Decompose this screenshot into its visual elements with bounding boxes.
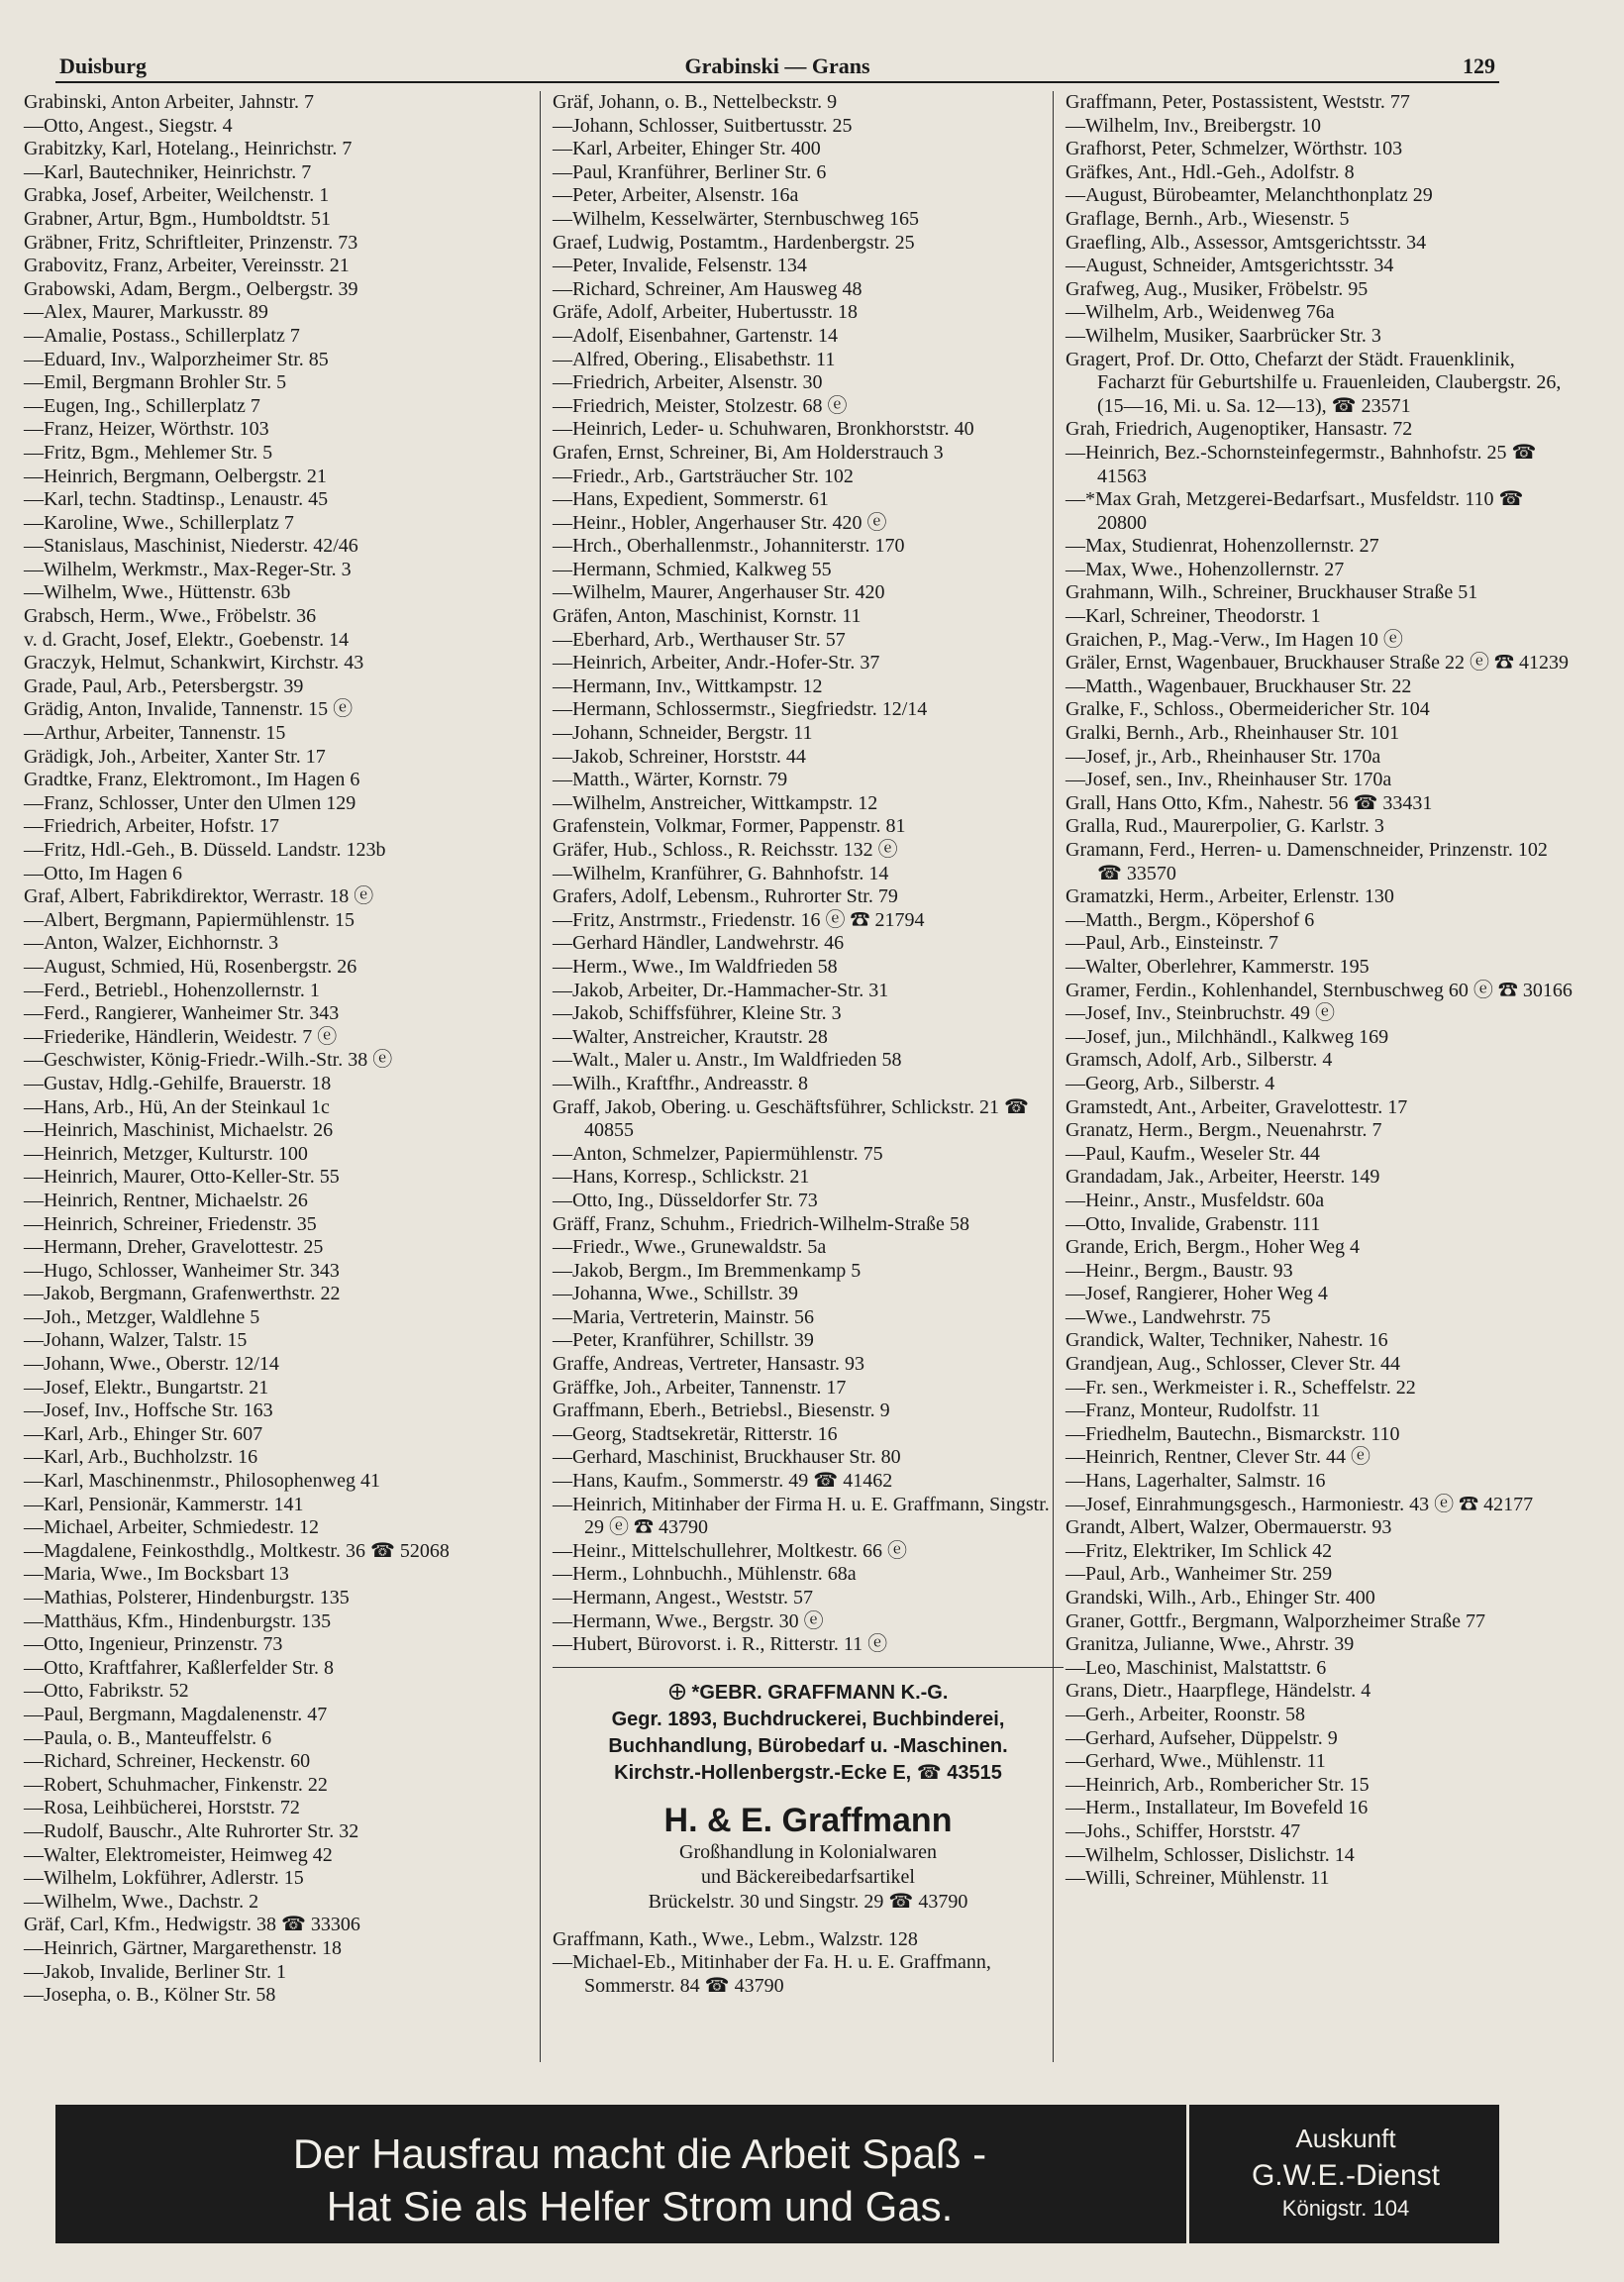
- directory-entry: —Hubert, Bürovorst. i. R., Ritterstr. 11 ⓔ: [553, 1633, 888, 1656]
- directory-entry: Grafenstein, Volkmar, Former, Pappenstr. 81: [553, 815, 906, 838]
- directory-entry: Grande, Erich, Bergm., Hoher Weg 4: [1066, 1236, 1361, 1259]
- directory-entry: Grall, Hans Otto, Kfm., Nahestr. 56 ☎ 33431: [1066, 791, 1433, 814]
- directory-entry: —Otto, Invalide, Grabenstr. 111: [1066, 1212, 1321, 1235]
- directory-entry: —Karl, Schreiner, Theodorstr. 1: [1066, 605, 1321, 628]
- directory-entry: —Gerhard, Aufseher, Düppelstr. 9: [1066, 1726, 1338, 1749]
- directory-entry: —Eberhard, Arb., Werthauser Str. 57: [553, 628, 846, 651]
- directory-entry: —Hermann, Inv., Wittkampstr. 12: [553, 674, 823, 697]
- directory-entry: —Eduard, Inv., Walporzheimer Str. 85: [24, 348, 329, 370]
- directory-entry: —Rosa, Leihbücherei, Horststr. 72: [24, 1797, 300, 1819]
- directory-entry: —Otto, Ingenieur, Prinzenstr. 73: [24, 1633, 283, 1656]
- directory-entry: —Magdalene, Feinkosthdlg., Moltkestr. 36 ☎ 52068: [24, 1539, 450, 1562]
- directory-entry: —Peter, Arbeiter, Alsenstr. 16a: [553, 184, 799, 207]
- ad-subline: Großhandlung in Kolonialwaren: [679, 1840, 937, 1863]
- directory-entry: Gragert, Prof. Dr. Otto, Chefarzt der Städt. Frauenklinik, Facharzt für Geburtshilfe u. Frauenleiden, Claubergstr. 26, (15—16, Mi. u. Sa. 12—13), ☎ 23571: [1066, 348, 1562, 417]
- directory-entry: —Fr. sen., Werkmeister i. R., Scheffelstr. 22: [1066, 1376, 1416, 1399]
- directory-entry: —Herm., Installateur, Im Bovefeld 16: [1066, 1797, 1369, 1819]
- directory-entry: —Geschwister, König-Friedr.-Wilh.-Str. 38 ⓔ: [24, 1049, 393, 1072]
- directory-entry: —Heinrich, Mitinhaber der Firma H. u. E. Graffmann, Singstr. 29 ⓔ ☎ 43790: [553, 1493, 1050, 1539]
- slogan-line: Hat Sie als Helfer Strom und Gas.: [326, 2182, 954, 2230]
- directory-entry: —Otto, Fabrikstr. 52: [24, 1680, 189, 1703]
- directory-entry: Grafweg, Aug., Musiker, Fröbelstr. 95: [1066, 277, 1369, 300]
- banner-slogan: [85, 2128, 1194, 2232]
- directory-entry: —Paul, Kranführer, Berliner Str. 6: [553, 160, 827, 183]
- info-address: Königstr. 104: [1281, 2195, 1410, 2221]
- ad-company-name: *GEBR. GRAFFMANN K.-G.: [691, 1681, 949, 1704]
- directory-entry: —Heinrich, Gärtner, Margarethenstr. 18: [24, 1936, 342, 1959]
- banner-divider: [1186, 2105, 1189, 2243]
- directory-entry: —Ferd., Betriebl., Hohenzollernstr. 1: [24, 979, 320, 1001]
- directory-entry: Grädigk, Joh., Arbeiter, Xanter Str. 17: [24, 745, 326, 768]
- directory-entry: Graczyk, Helmut, Schankwirt, Kirchstr. 43: [24, 652, 364, 674]
- directory-entry: Gramer, Ferdin., Kohlenhandel, Sternbuschweg 60 ⓔ ☎ 30166: [1066, 979, 1573, 1001]
- ad-line: Kirchstr.-Hollenbergstr.-Ecke E, ☎ 43515: [614, 1761, 1002, 1784]
- directory-entry: —Josef, Elektr., Bungartstr. 21: [24, 1376, 269, 1399]
- directory-entry: —Josef, Inv., Steinbruchstr. 49 ⓔ: [1066, 1002, 1336, 1025]
- info-label: Auskunft: [1295, 2124, 1396, 2153]
- directory-entry: —Matth., Wagenbauer, Bruckhauser Str. 22: [1066, 674, 1412, 697]
- directory-entry: —Heinrich, Maschinist, Michaelstr. 26: [24, 1119, 334, 1142]
- directory-entry: —Johann, Walzer, Talstr. 15: [24, 1329, 248, 1352]
- directory-entry: Grandjean, Aug., Schlosser, Clever Str. 44: [1066, 1353, 1401, 1376]
- directory-entry: Gramstedt, Ant., Arbeiter, Gravelottestr. 17: [1066, 1095, 1408, 1118]
- directory-entry: —August, Schneider, Amtsgerichtsstr. 34: [1066, 255, 1394, 277]
- directory-entry: Grabowski, Adam, Bergm., Oelbergstr. 39: [24, 277, 358, 300]
- directory-entry: —Gerhard, Maschinist, Bruckhauser Str. 80: [553, 1446, 901, 1469]
- directory-entry: —Emil, Bergmann Brohler Str. 5: [24, 371, 287, 394]
- directory-entry: Graichen, P., Mag.-Verw., Im Hagen 10 ⓔ: [1066, 628, 1403, 651]
- directory-entry: —Eugen, Ing., Schillerplatz 7: [24, 394, 260, 417]
- directory-entry: —Heinr., Hobler, Angerhauser Str. 420 ⓔ: [553, 511, 887, 534]
- header-city: Duisburg: [59, 53, 148, 78]
- directory-entry: —Fritz, Anstrmstr., Friedenstr. 16 ⓔ ☎ 21794: [553, 908, 925, 931]
- directory-entry: —Wilhelm, Musiker, Saarbrücker Str. 3: [1066, 324, 1381, 347]
- directory-entry: —Karl, Bautechniker, Heinrichstr. 7: [24, 160, 312, 183]
- directory-entry: —Maria, Wwe., Im Bocksbart 13: [24, 1563, 289, 1586]
- directory-entry: Grädig, Anton, Invalide, Tannenstr. 15 ⓔ: [24, 698, 354, 721]
- directory-entry: Grandt, Albert, Walzer, Obermauerstr. 93: [1066, 1516, 1392, 1539]
- directory-entry: —Alex, Maurer, Markusstr. 89: [24, 301, 268, 324]
- directory-entry: Grandadam, Jak., Arbeiter, Heerstr. 149: [1066, 1166, 1380, 1189]
- directory-entry: —Johann, Wwe., Oberstr. 12/14: [24, 1353, 279, 1376]
- directory-entry: —Hans, Arb., Hü, An der Steinkaul 1c: [24, 1095, 330, 1118]
- directory-entry: —Hermann, Schlossermstr., Siegfriedstr. 12/14: [553, 698, 928, 721]
- directory-entry: Gräfkes, Ant., Hdl.-Geh., Adolfstr. 8: [1066, 160, 1355, 183]
- directory-entry: —Heinrich, Maurer, Otto-Keller-Str. 55: [24, 1166, 340, 1189]
- directory-entry: —Wilhelm, Anstreicher, Wittkampstr. 12: [553, 791, 878, 814]
- directory-entry: —*Max Grah, Metzgerei-Bedarfsart., Musfeldstr. 110 ☎ 20800: [1066, 488, 1524, 534]
- directory-entry: —Rudolf, Bauschr., Alte Ruhrorter Str. 32: [24, 1819, 359, 1842]
- directory-entry: —Josef, Einrahmungsgesch., Harmoniestr. 43 ⓔ ☎ 42177: [1066, 1493, 1534, 1515]
- directory-entry: —Heinrich, Schreiner, Friedenstr. 35: [24, 1212, 317, 1235]
- directory-entry: —Stanislaus, Maschinist, Niederstr. 42/46: [24, 535, 358, 558]
- directory-entry: —Otto, Kraftfahrer, Kaßlerfelder Str. 8: [24, 1656, 334, 1679]
- directory-entry: —Friedrich, Arbeiter, Alsenstr. 30: [553, 371, 823, 394]
- directory-entry: —Matth., Bergm., Köpershof 6: [1066, 908, 1315, 931]
- directory-entry: —Otto, Im Hagen 6: [24, 862, 182, 884]
- directory-entry: Gräf, Johann, o. B., Nettelbeckstr. 9: [553, 91, 838, 113]
- directory-entry: —Ferd., Rangierer, Wanheimer Str. 343: [24, 1002, 340, 1025]
- directory-entry: —Friederike, Händlerin, Weidestr. 7 ⓔ: [24, 1025, 338, 1048]
- directory-entry: Graffmann, Eberh., Betriebsl., Biesenstr. 9: [553, 1400, 890, 1422]
- directory-entry: —Hugo, Schlosser, Wanheimer Str. 343: [24, 1259, 340, 1282]
- directory-entry: Gräffke, Joh., Arbeiter, Tannenstr. 17: [553, 1376, 847, 1399]
- directory-entry: —Josef, Rangierer, Hoher Weg 4: [1066, 1283, 1328, 1305]
- directory-entry: Graf, Albert, Fabrikdirektor, Werrastr. 18 ⓔ: [24, 885, 374, 908]
- directory-entry: —Hans, Kaufm., Sommerstr. 49 ☎ 41462: [553, 1470, 893, 1493]
- graffmann-advertisement: [553, 1667, 1064, 1915]
- directory-entry: —Michael, Arbeiter, Schmiedestr. 12: [24, 1516, 320, 1539]
- directory-entry: —Anton, Schmelzer, Papiermühlenstr. 75: [553, 1142, 883, 1165]
- directory-entry: Grade, Paul, Arb., Petersbergstr. 39: [24, 674, 304, 697]
- directory-entry: —Heinrich, Metzger, Kulturstr. 100: [24, 1142, 308, 1165]
- directory-entry: Grans, Dietr., Haarpflege, Händelstr. 4: [1066, 1680, 1371, 1703]
- page-number: 129: [1463, 53, 1495, 78]
- directory-entry: —Hrch., Oberhallenmstr., Johanniterstr. 170: [553, 535, 905, 558]
- directory-entry: Grabitzky, Karl, Hotelang., Heinrichstr. 7: [24, 138, 353, 160]
- directory-entry: —Hans, Korresp., Schlickstr. 21: [553, 1166, 810, 1189]
- directory-entry: —Franz, Heizer, Wörthstr. 103: [24, 418, 269, 441]
- directory-entry: —Hermann, Angest., Weststr. 57: [553, 1587, 813, 1608]
- ad-line: Buchhandlung, Bürobedarf u. -Maschinen.: [608, 1734, 1008, 1757]
- directory-entry: —Fritz, Elektriker, Im Schlick 42: [1066, 1539, 1333, 1562]
- directory-entry: Grabsch, Herm., Wwe., Fröbelstr. 36: [24, 605, 317, 628]
- directory-entry: —Heinrich, Rentner, Michaelstr. 26: [24, 1189, 308, 1211]
- directory-entry: Gradtke, Franz, Elektromont., Im Hagen 6: [24, 769, 360, 791]
- ad-line: Gegr. 1893, Buchdruckerei, Buchbinderei,: [611, 1708, 1005, 1730]
- directory-entry: —Friedr., Arb., Gartsträucher Str. 102: [553, 465, 854, 487]
- directory-entry: —Paul, Bergmann, Magdalenenstr. 47: [24, 1703, 328, 1725]
- directory-entry: —Karl, techn. Stadtinsp., Lenaustr. 45: [24, 488, 329, 511]
- directory-entry: —Wilhelm, Schlosser, Dislichstr. 14: [1066, 1843, 1355, 1866]
- directory-entry: —Paul, Kaufm., Weseler Str. 44: [1066, 1142, 1320, 1165]
- directory-entry: Grabinski, Anton Arbeiter, Jahnstr. 7: [24, 91, 315, 113]
- banner-info: [1192, 2123, 1499, 2223]
- directory-entry: —Maria, Vertreterin, Mainstr. 56: [553, 1305, 815, 1328]
- directory-entry: Granatz, Herm., Bergm., Neuenahrstr. 7: [1066, 1119, 1382, 1142]
- directory-entry: —Heinrich, Leder- u. Schuhwaren, Bronkhorststr. 40: [553, 418, 974, 441]
- directory-entry: Grafhorst, Peter, Schmelzer, Wörthstr. 103: [1066, 138, 1403, 160]
- header-range: Grabinski — Grans: [684, 53, 870, 78]
- directory-entry: Grafers, Adolf, Lebensm., Ruhrorter Str. 79: [553, 885, 898, 908]
- directory-columns: [24, 91, 1608, 2062]
- directory-entry: —Jakob, Invalide, Berliner Str. 1: [24, 1960, 286, 1983]
- utility-advert-banner: [55, 2105, 1499, 2243]
- directory-column-2: [553, 91, 1064, 1999]
- directory-entry: Gramsch, Adolf, Arb., Silberstr. 4: [1066, 1049, 1333, 1072]
- directory-entry: Gramann, Ferd., Herren- u. Damenschneider, Prinzenstr. 102 ☎ 33570: [1066, 839, 1548, 884]
- directory-entry: —Willi, Schreiner, Mühlenstr. 11: [1066, 1867, 1330, 1890]
- directory-entry: —Wwe., Landwehrstr. 75: [1066, 1305, 1271, 1328]
- directory-entry: Grandski, Wilh., Arb., Ehinger Str. 400: [1066, 1587, 1375, 1608]
- directory-entry: —Gustav, Hdlg.-Gehilfe, Brauerstr. 18: [24, 1072, 332, 1094]
- directory-entry: —Johanna, Wwe., Schillstr. 39: [553, 1283, 798, 1305]
- directory-entry: —Georg, Stadtsekretär, Ritterstr. 16: [553, 1422, 838, 1445]
- directory-entry: —Arthur, Arbeiter, Tannenstr. 15: [24, 722, 286, 745]
- directory-entry: —Walter, Elektromeister, Heimweg 42: [24, 1843, 333, 1866]
- directory-entry: —Wilhelm, Werkmstr., Max-Reger-Str. 3: [24, 558, 352, 580]
- directory-entry: —Friedrich, Meister, Stolzestr. 68 ⓔ: [553, 394, 848, 417]
- directory-entry: —Heinrich, Bez.-Schornsteinfegermstr., Bahnhofstr. 25 ☎ 41563: [1066, 441, 1537, 487]
- directory-entry: —Friedr., Wwe., Grunewaldstr. 5a: [553, 1236, 827, 1259]
- directory-entry: —Anton, Walzer, Eichhornstr. 3: [24, 932, 279, 955]
- directory-entry: —Wilhelm, Kesselwärter, Sternbuschweg 165: [553, 207, 919, 230]
- directory-entry: —Friedhelm, Bautechn., Bismarckstr. 110: [1066, 1422, 1400, 1445]
- directory-entry: —August, Bürobeamter, Melanchthonplatz 29: [1066, 184, 1433, 207]
- directory-entry: —Hermann, Wwe., Bergstr. 30 ⓔ: [553, 1609, 824, 1632]
- directory-entry: —Leo, Maschinist, Malstattstr. 6: [1066, 1656, 1327, 1679]
- directory-entry: —Max, Wwe., Hohenzollernstr. 27: [1066, 558, 1345, 580]
- directory-entry: —Gerhard, Wwe., Mühlenstr. 11: [1066, 1750, 1326, 1773]
- directory-entry: —Hermann, Dreher, Gravelottestr. 25: [24, 1236, 324, 1259]
- page-header: [55, 50, 1499, 83]
- directory-entry: —Paul, Arb., Wanheimer Str. 259: [1066, 1563, 1333, 1586]
- directory-entry: Graflage, Bernh., Arb., Wiesenstr. 5: [1066, 207, 1350, 230]
- ad-subline: und Bäckereibedarfsartikel: [700, 1865, 915, 1888]
- directory-entry: —Matthäus, Kfm., Hindenburgstr. 135: [24, 1609, 332, 1632]
- directory-column-1: [24, 91, 535, 2008]
- directory-entry: —Karl, Arb., Buchholzstr. 16: [24, 1446, 258, 1469]
- directory-entry: —Richard, Schreiner, Heckenstr. 60: [24, 1750, 311, 1773]
- directory-entry: —Franz, Schlosser, Unter den Ulmen 129: [24, 791, 356, 814]
- directory-entry: —Otto, Ing., Düsseldorfer Str. 73: [553, 1189, 818, 1211]
- directory-entry: Gräff, Franz, Schuhm., Friedrich-Wilhelm-Straße 58: [553, 1212, 969, 1235]
- directory-entry: —Wilhelm, Kranführer, G. Bahnhofstr. 14: [553, 862, 889, 884]
- directory-entry: —Heinr., Mittelschullehrer, Moltkestr. 66 ⓔ: [553, 1539, 908, 1562]
- directory-entry: —Wilhelm, Wwe., Hüttenstr. 63b: [24, 581, 291, 604]
- directory-entry: —Joh., Metzger, Waldlehne 5: [24, 1305, 260, 1328]
- directory-entry: —Jakob, Arbeiter, Dr.-Hammacher-Str. 31: [553, 979, 889, 1001]
- directory-entry: Grafen, Ernst, Schreiner, Bi, Am Holderstrauch 3: [553, 441, 944, 464]
- directory-entry: —Josef, sen., Inv., Rheinhauser Str. 170a: [1066, 769, 1392, 791]
- directory-entry: —Georg, Arb., Silberstr. 4: [1066, 1072, 1275, 1094]
- directory-entry: —Herm., Lohnbuchh., Mühlenstr. 68a: [553, 1563, 857, 1586]
- directory-entry: —Amalie, Postass., Schillerplatz 7: [24, 324, 300, 347]
- directory-entry: —Otto, Angest., Siegstr. 4: [24, 114, 233, 137]
- directory-entry: —Josepha, o. B., Kölner Str. 58: [24, 1984, 276, 2007]
- directory-entry: —Josef, Inv., Hoffsche Str. 163: [24, 1400, 273, 1422]
- directory-entry: —Jakob, Bergm., Im Bremmenkamp 5: [553, 1259, 862, 1282]
- directory-entry: Gräf, Carl, Kfm., Hedwigstr. 38 ☎ 33306: [24, 1914, 360, 1936]
- directory-entry: Granitza, Julianne, Wwe., Ahrstr. 39: [1066, 1633, 1355, 1656]
- directory-entry: —Jakob, Bergmann, Grafenwerthstr. 22: [24, 1283, 341, 1305]
- directory-entry: —Matth., Wärter, Kornstr. 79: [553, 769, 788, 791]
- directory-entry: —Johann, Schlosser, Suitbertusstr. 25: [553, 114, 853, 137]
- directory-entry: —Max, Studienrat, Hohenzollernstr. 27: [1066, 535, 1379, 558]
- directory-entry: —Peter, Kranführer, Schillstr. 39: [553, 1329, 814, 1352]
- directory-entry: Gräler, Ernst, Wagenbauer, Bruckhauser Straße 22 ⓔ ☎ 41239: [1066, 652, 1569, 674]
- directory-entry: —Franz, Monteur, Rudolfstr. 11: [1066, 1400, 1321, 1422]
- ad-company-line: [553, 1680, 1064, 1707]
- directory-entry: —August, Schmied, Hü, Rosenbergstr. 26: [24, 955, 357, 978]
- directory-entry: Gräbner, Fritz, Schriftleiter, Prinzenstr. 73: [24, 231, 358, 254]
- directory-entry: Grabovitz, Franz, Arbeiter, Vereinsstr. 21: [24, 255, 350, 277]
- directory-entry: —Adolf, Eisenbahner, Gartenstr. 14: [553, 324, 839, 347]
- directory-entry: —Friedrich, Arbeiter, Hofstr. 17: [24, 815, 280, 838]
- directory-entry: Graef, Ludwig, Postamtm., Hardenbergstr. 25: [553, 231, 915, 254]
- directory-entry: —Walter, Anstreicher, Krautstr. 28: [553, 1025, 828, 1048]
- directory-entry: Gräfen, Anton, Maschinist, Kornstr. 11: [553, 605, 862, 628]
- slogan-line: Der Hausfrau macht die Arbeit Spaß -: [292, 2130, 987, 2177]
- directory-entry: Graffmann, Peter, Postassistent, Weststr. 77: [1066, 91, 1410, 113]
- directory-entry: Graefling, Alb., Assessor, Amtsgerichtsstr. 34: [1066, 231, 1427, 254]
- directory-entry: —Mathias, Polsterer, Hindenburgstr. 135: [24, 1587, 350, 1608]
- directory-entry: —Hans, Lagerhalter, Salmstr. 16: [1066, 1470, 1326, 1493]
- directory-entry: —Wilh., Kraftfhr., Andreasstr. 8: [553, 1072, 809, 1094]
- directory-entry: —Karl, Arb., Ehinger Str. 607: [24, 1422, 263, 1445]
- directory-entry: —Paul, Arb., Einsteinstr. 7: [1066, 932, 1278, 955]
- directory-entry: —Wilhelm, Lokführer, Adlerstr. 15: [24, 1867, 304, 1890]
- ad-subline: Brückelstr. 30 und Singstr. 29 ☎ 43790: [648, 1890, 968, 1913]
- directory-entry: Grabka, Josef, Arbeiter, Weilchenstr. 1: [24, 184, 330, 207]
- directory-entry: v. d. Gracht, Josef, Elektr., Goebenstr. 14: [24, 628, 350, 651]
- directory-entry: Gräfe, Adolf, Arbeiter, Hubertusstr. 18: [553, 301, 859, 324]
- directory-entry: —Herm., Wwe., Im Waldfrieden 58: [553, 955, 838, 978]
- directory-entry: —Paula, o. B., Manteuffelstr. 6: [24, 1726, 272, 1749]
- directory-entry: —Wilhelm, Inv., Breibergstr. 10: [1066, 114, 1322, 137]
- directory-entry: —Gerh., Arbeiter, Roonstr. 58: [1066, 1703, 1305, 1725]
- directory-entry: Grah, Friedrich, Augenoptiker, Hansastr. 72: [1066, 418, 1413, 441]
- directory-entry: Graff, Jakob, Obering. u. Geschäftsführer, Schlickstr. 21 ☎ 40855: [553, 1095, 1029, 1142]
- directory-entry: —Karl, Pensionär, Kammerstr. 141: [24, 1493, 304, 1515]
- directory-entry: —Heinrich, Rentner, Clever Str. 44 ⓔ: [1066, 1446, 1371, 1469]
- directory-entry: —Fritz, Bgm., Mehlemer Str. 5: [24, 441, 273, 464]
- directory-entry: —Johann, Schneider, Bergstr. 11: [553, 722, 813, 745]
- directory-entry: —Fritz, Hdl.-Geh., B. Düsseld. Landstr. 123b: [24, 839, 386, 861]
- directory-entry: —Heinrich, Arbeiter, Andr.-Hofer-Str. 37: [553, 652, 880, 674]
- directory-entry: Grabner, Artur, Bgm., Humboldtstr. 51: [24, 207, 332, 230]
- printer-logo-icon: [668, 1683, 686, 1701]
- directory-entry: —Heinr., Bergm., Baustr. 93: [1066, 1259, 1293, 1282]
- directory-entry: Gramatzki, Herm., Arbeiter, Erlenstr. 130: [1066, 885, 1394, 908]
- directory-entry: —Alfred, Obering., Elisabethstr. 11: [553, 348, 836, 370]
- directory-entry: —Robert, Schuhmacher, Finkenstr. 22: [24, 1773, 328, 1796]
- directory-entry: —Wilhelm, Arb., Weidenweg 76a: [1066, 301, 1335, 324]
- directory-entry: —Richard, Schreiner, Am Hausweg 48: [553, 277, 863, 300]
- directory-entry: —Albert, Bergmann, Papiermühlenstr. 15: [24, 908, 355, 931]
- directory-entry: Gralla, Rud., Maurerpolier, G. Karlstr. 3: [1066, 815, 1384, 838]
- directory-entry: —Wilhelm, Wwe., Dachstr. 2: [24, 1890, 259, 1913]
- directory-entry: —Karl, Maschinenmstr., Philosophenweg 41: [24, 1470, 380, 1493]
- directory-entry: Grahmann, Wilh., Schreiner, Bruckhauser Straße 51: [1066, 581, 1478, 604]
- directory-entry: Graffmann, Kath., Wwe., Lebm., Walzstr. 128: [553, 1927, 918, 1950]
- directory-entry: —Karl, Arbeiter, Ehinger Str. 400: [553, 138, 821, 160]
- directory-entry: —Johs., Schiffer, Horststr. 47: [1066, 1819, 1301, 1842]
- directory-entry: —Heinr., Anstr., Musfeldstr. 60a: [1066, 1189, 1325, 1211]
- directory-entry: —Jakob, Schiffsführer, Kleine Str. 3: [553, 1002, 842, 1025]
- directory-entry: —Peter, Invalide, Felsenstr. 134: [553, 255, 807, 277]
- directory-entry: —Michael-Eb., Mitinhaber der Fa. H. u. E. Graffmann, Sommerstr. 84 ☎ 43790: [553, 1951, 991, 1998]
- directory-entry: —Heinrich, Arb., Rombericher Str. 15: [1066, 1773, 1370, 1796]
- directory-entry: Graner, Gottfr., Bergmann, Walporzheimer Straße 77: [1066, 1609, 1485, 1632]
- directory-entry: —Hermann, Schmied, Kalkweg 55: [553, 558, 832, 580]
- directory-entry: —Karoline, Wwe., Schillerplatz 7: [24, 511, 294, 534]
- directory-entry: Graffe, Andreas, Vertreter, Hansastr. 93: [553, 1353, 865, 1376]
- ad-title: H. & E. Graffmann: [663, 1801, 953, 1839]
- directory-entry: —Walt., Maler u. Anstr., Im Waldfrieden 58: [553, 1049, 902, 1072]
- directory-entry: —Josef, jr., Arb., Rheinhauser Str. 170a: [1066, 745, 1381, 768]
- directory-entry: Gralke, F., Schloss., Obermeidericher Str. 104: [1066, 698, 1430, 721]
- directory-column-3: [1066, 91, 1576, 1891]
- header-rule: [55, 81, 1499, 83]
- directory-entry: —Gerhard Händler, Landwehrstr. 46: [553, 932, 845, 955]
- directory-entry: —Walter, Oberlehrer, Kammerstr. 195: [1066, 955, 1370, 978]
- directory-entry: —Hans, Expedient, Sommerstr. 61: [553, 488, 829, 511]
- directory-entry: —Josef, jun., Milchhändl., Kalkweg 169: [1066, 1025, 1389, 1048]
- directory-entry: —Wilhelm, Maurer, Angerhauser Str. 420: [553, 581, 885, 604]
- directory-entry: Gräfer, Hub., Schloss., R. Reichsstr. 132 ⓔ: [553, 839, 898, 861]
- directory-entry: Gralki, Bernh., Arb., Rheinhauser Str. 101: [1066, 722, 1400, 745]
- directory-entry: Grandick, Walter, Techniker, Nahestr. 16: [1066, 1329, 1388, 1352]
- directory-entry: —Heinrich, Bergmann, Oelbergstr. 21: [24, 465, 327, 487]
- info-service: G.W.E.-Dienst: [1251, 2158, 1441, 2192]
- directory-entry: —Jakob, Schreiner, Horststr. 44: [553, 745, 806, 768]
